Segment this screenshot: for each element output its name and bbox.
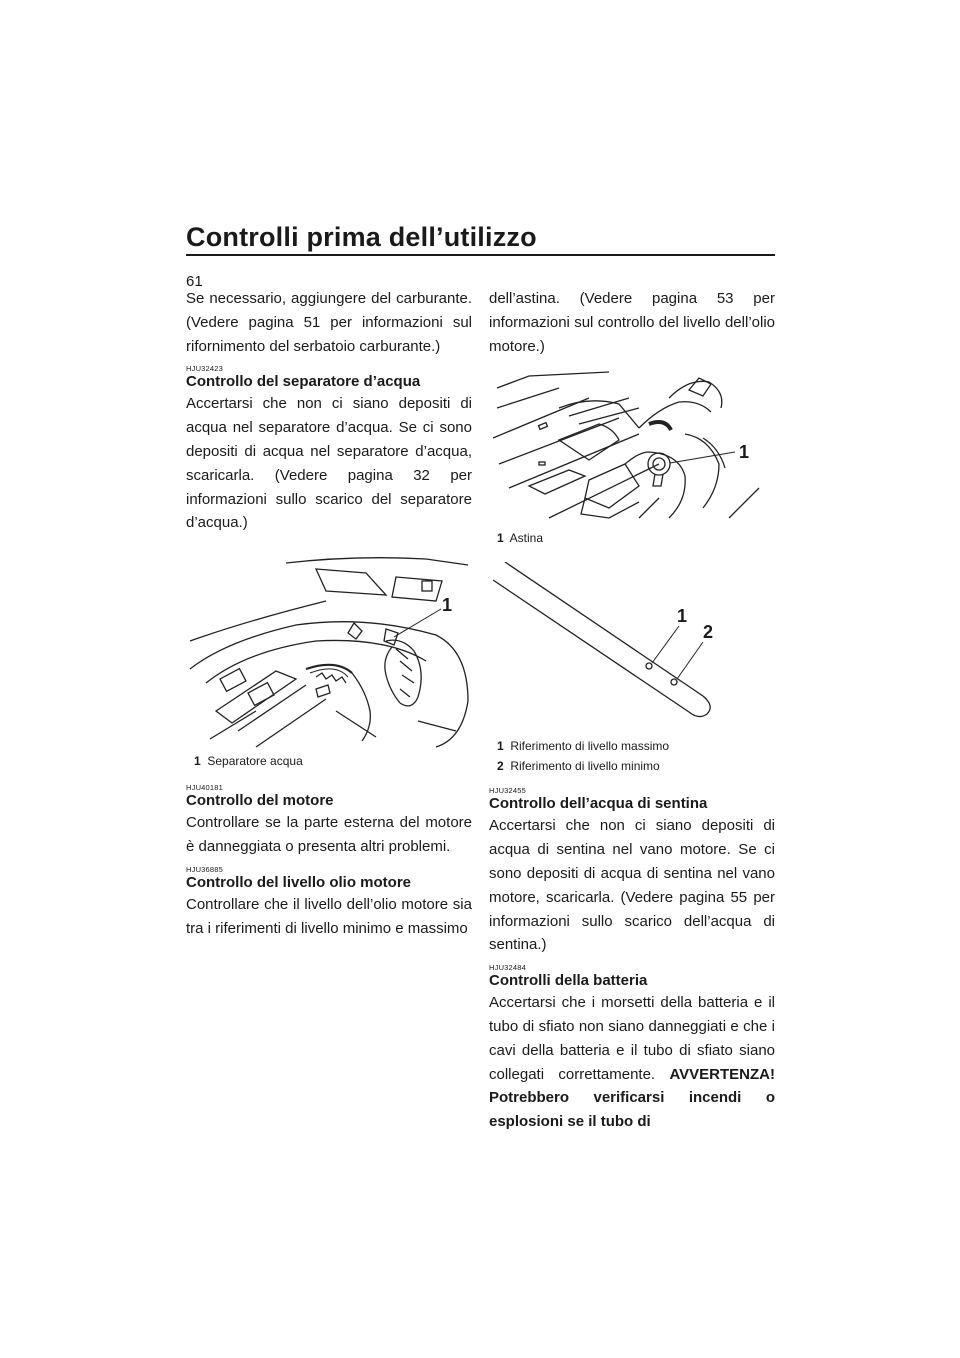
figure1-callout: 1: [442, 595, 453, 616]
figure-dipstick-marks: [489, 562, 775, 776]
figure3-caption-max: [489, 736, 775, 756]
page-title: Controlli prima dell’utilizzo: [186, 222, 537, 252]
oil-level-continued-paragraph: dell’astina. (Vedere pagina 53 per informazioni sul controllo del livello dell’olio motore.): [489, 290, 775, 355]
battery-warning: AVVERTENZA! Potrebbero verificarsi incendi o esplosioni se il tubo di: [489, 1065, 775, 1131]
section-heading-water-separator: Controllo del separatore d’acqua: [186, 373, 421, 391]
battery-text: Accertarsi che i morsetti della batteria e il tubo di sfiato non siano danneggiati e che i cavi della batteria e il tubo di sfiato siano collegati correttamente.: [489, 994, 775, 1083]
bilge-water-paragraph: Accertarsi che non ci siano depositi di acqua di sentina nel vano motore. Se ci sono depositi di acqua di sentina nel vano motore, scaricarla. (Vedere pagina 55 per informazioni sullo scarico dell’acqua di sentina.): [489, 817, 775, 954]
section-code: HJU36885: [186, 864, 224, 874]
title-rule: [186, 254, 775, 256]
left-column: [186, 287, 472, 943]
figure3-caption-max-number: 1: [497, 739, 504, 754]
figure1-caption-text: Separatore acqua: [207, 754, 303, 769]
dipstick-location-illustration: [489, 368, 775, 528]
section-heading-bilge-water: Controllo dell’acqua di sentina: [489, 795, 708, 813]
figure2-caption-number: 1: [497, 531, 504, 546]
water-separator-illustration: [186, 551, 472, 751]
figure1-caption: [186, 751, 472, 771]
figure3-caption-min-text: Riferimento di livello minimo: [510, 759, 660, 774]
figure-water-separator: [186, 551, 472, 771]
figure2-callout: 1: [739, 442, 750, 463]
figure3-caption-max-text: Riferimento di livello massimo: [510, 739, 670, 754]
figure2-caption-text: Astina: [509, 531, 544, 546]
engine-paragraph: Controllare se la parte esterna del motore è danneggiata o presenta altri problemi.: [186, 814, 472, 855]
battery-paragraph: [489, 991, 775, 1134]
water-separator-paragraph: Accertarsi che non ci siano depositi di acqua nel separatore d’acqua. Se ci sono depositi di acqua nel separatore d’acqua, scaricarla. (Vedere pagina 32 per informazioni sullo scarico del separatore d’acqua.): [186, 395, 472, 532]
figure-dipstick-location: [489, 368, 775, 548]
figure3-caption-min: [489, 756, 775, 776]
figure3-caption-min-number: 2: [497, 759, 504, 774]
section-code: HJU32423: [186, 364, 224, 374]
figure2-caption: [489, 528, 775, 548]
section-code: HJU32455: [489, 786, 527, 796]
dipstick-marks-illustration: [489, 562, 775, 722]
page-number: 61: [186, 273, 203, 290]
oil-level-paragraph: Controllare che il livello dell’olio motore sia tra i riferimenti di livello minimo e massimo: [186, 895, 472, 937]
section-code: HJU40181: [186, 783, 224, 793]
section-heading-battery: Controlli della batteria: [489, 972, 648, 990]
intro-paragraph: Se necessario, aggiungere del carburante. (Vedere pagina 51 per informazioni sul rifornimento del serbatoio carburante.): [186, 290, 472, 355]
right-column: [489, 287, 775, 1137]
figure3-callout-min: 2: [703, 622, 714, 643]
section-code: HJU32484: [489, 963, 527, 973]
figure1-caption-number: 1: [194, 754, 201, 769]
section-heading-engine: Controllo del motore: [186, 792, 334, 810]
figure3-callout-max: 1: [677, 606, 688, 627]
section-heading-oil-level: Controllo del livello olio motore: [186, 873, 412, 891]
